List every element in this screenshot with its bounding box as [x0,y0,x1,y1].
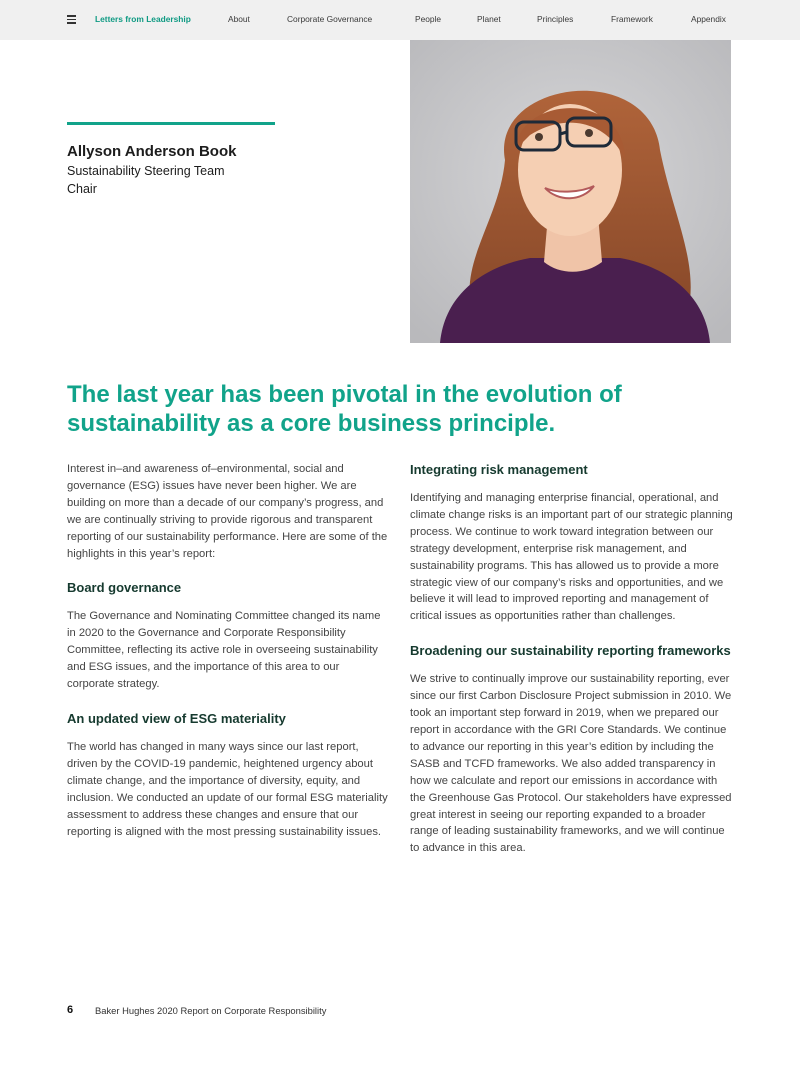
nav-item-appendix[interactable]: Appendix [691,14,726,24]
intro-paragraph: Interest in–and awareness of–environmental, social and governance (ESG) issues have never been higher. We are building on more than a decade of our company’s progress, and we are continually striving to provide rigorous and transparent reporting of our sustainability performance. Here are some of the highlights in this year’s report: [67,463,388,560]
right-column [410,461,734,857]
hamburger-menu-icon[interactable] [67,15,76,24]
section-heading-esg-materiality: An updated view of ESG materiality [67,710,286,726]
page-number: 6 [67,1004,74,1016]
section-body-reporting-frameworks: We strive to continually improve our sustainability reporting, ever since our first Carbon Disclosure Project submission in 2010. We took an important step forward in 2019, when we prepared our report in accordance with the GRI Core Standards. We continue to advance our reporting in this year’s edition by including the SASB and TCFD frameworks. We also added transparency in how we calculate and report our emissions in accordance with the Greenhouse Gas Protocol. Our stakeholders have expressed great interest in seeing our reporting expanded to a broader range of leading sustainability frameworks, and we will continue to advance in this area. [410,673,732,855]
person-title: Sustainability Steering Team Chair [67,164,225,196]
nav-item-planet[interactable]: Planet [477,14,501,24]
section-heading-risk-management: Integrating risk management [410,462,588,477]
nav-item-about[interactable]: About [228,14,250,24]
section-body-risk-management: Identifying and managing enterprise financial, operational, and climate change risks is an important part of our strategic planning process. We continue to work toward integration between our strategy development, enterprise risk management, and sustainability programs. This has allowed us to provide a more strategic view of our company’s risks and opportunities, and we believe it will lead to improved reporting and management of critical issues as opportunities rather than challenges. [410,492,733,623]
nav-item-framework[interactable]: Framework [611,14,653,24]
nav-item-principles[interactable]: Principles [537,14,574,24]
nav-item-corporate-governance[interactable]: Corporate Governance [287,14,373,24]
page-headline: The last year has been pivotal in the evolution of sustainability as a core business principle. [67,381,622,437]
person-name: Allyson Anderson Book [67,143,237,160]
report-title: Baker Hughes 2020 Report on Corporate Responsibility [95,1005,327,1016]
portrait-photo [410,40,731,343]
nav-item-letters-from-leadership[interactable]: Letters from Leadership [95,14,191,24]
portrait-illustration [410,40,731,343]
section-body-board-governance: The Governance and Nominating Committee changed its name in 2020 to the Governance and Corporate Responsibility Committee, reflecting its active role in overseeing sustainability and ESG issues, and the importance of this area to our corporate strategy. [67,610,381,691]
accent-divider [67,122,275,125]
top-navigation [0,0,800,40]
section-heading-board-governance: Board governance [67,580,182,596]
nav-item-people[interactable]: People [415,14,442,24]
section-body-esg-materiality: The world has changed in many ways since our last report, driven by the COVID-19 pandemic, heightened urgency about climate change, and the importance of diversity, equity, and inclusion. We conducted an update of our formal ESG materiality assessment to address these changes and ensure that our reporting is aligned with the most pressing sustainability issues. [67,740,388,838]
section-heading-reporting-frameworks: Broadening our sustainability reporting frameworks [410,643,731,659]
left-column [67,461,389,840]
